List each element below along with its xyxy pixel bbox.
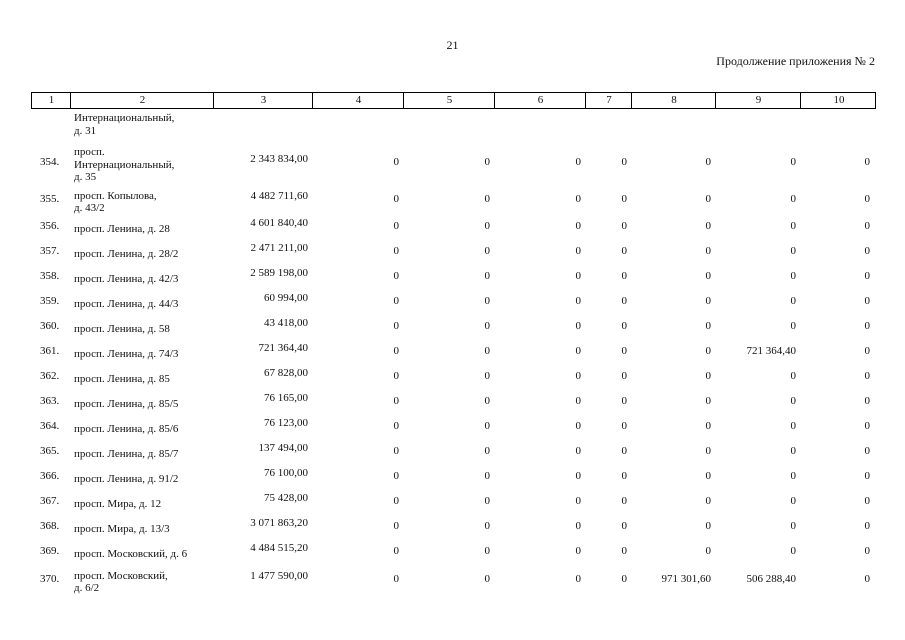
value-cell: 506 288,40 <box>746 573 796 585</box>
value-cell: 0 <box>575 420 581 432</box>
value-cell: 76 123,00 <box>264 417 308 429</box>
value-cell: 0 <box>705 245 711 257</box>
value-cell: 0 <box>393 495 399 507</box>
address-cell <box>74 523 170 536</box>
value-cell: 971 301,60 <box>661 573 711 585</box>
value-cell: 0 <box>484 370 490 382</box>
value-cell: 0 <box>575 245 581 257</box>
value-cell: 0 <box>393 320 399 332</box>
value-cell: 0 <box>393 470 399 482</box>
address-line: просп. Ленина, д. 85/5 <box>74 397 179 410</box>
address-cell <box>74 223 170 236</box>
address-line: просп. Ленина, д. 44/3 <box>74 297 179 310</box>
value-cell: 0 <box>575 445 581 457</box>
value-cell: 0 <box>484 545 490 557</box>
address-line: просп. Московский, <box>74 569 168 582</box>
value-cell: 0 <box>484 420 490 432</box>
column-header: 5 <box>446 94 453 106</box>
column-header: 4 <box>355 94 362 106</box>
value-cell: 0 <box>790 370 796 382</box>
value-cell: 0 <box>484 193 490 205</box>
address-line: д. 35 <box>74 171 97 184</box>
value-cell: 0 <box>575 370 581 382</box>
value-cell: 0 <box>393 295 399 307</box>
value-cell: 0 <box>393 245 399 257</box>
value-cell: 76 100,00 <box>264 467 308 479</box>
value-cell: 0 <box>705 445 711 457</box>
value-cell: 0 <box>393 270 399 282</box>
value-cell: 0 <box>864 495 870 507</box>
row-number: 354. <box>40 156 60 168</box>
row-number: 360. <box>40 320 60 332</box>
value-cell: 0 <box>621 395 627 407</box>
value-cell: 0 <box>790 295 796 307</box>
value-cell: 0 <box>575 156 581 168</box>
value-cell: 0 <box>393 520 399 532</box>
value-cell: 0 <box>621 295 627 307</box>
address-cell <box>74 373 170 386</box>
value-cell: 721 364,40 <box>258 342 308 354</box>
row-number: 367. <box>40 495 60 507</box>
value-cell: 0 <box>484 270 490 282</box>
value-cell: 0 <box>393 345 399 357</box>
value-cell: 0 <box>484 220 490 232</box>
address-cell <box>74 298 178 311</box>
value-cell: 2 471 211,00 <box>250 242 308 254</box>
value-cell: 0 <box>393 573 399 585</box>
row-number: 363. <box>40 395 60 407</box>
value-cell: 721 364,40 <box>746 345 796 357</box>
column-header: 7 <box>606 94 612 106</box>
value-cell: 0 <box>575 545 581 557</box>
value-cell: 76 165,00 <box>264 392 308 404</box>
value-cell: 0 <box>575 270 581 282</box>
value-cell: 0 <box>790 220 796 232</box>
value-cell: 0 <box>393 193 399 205</box>
value-cell: 60 994,00 <box>264 292 308 304</box>
address-cell <box>74 498 161 511</box>
address-cell <box>74 348 178 361</box>
value-cell: 0 <box>484 320 490 332</box>
value-cell: 0 <box>621 345 627 357</box>
address-cell <box>74 248 178 261</box>
value-cell: 0 <box>484 470 490 482</box>
value-cell: 0 <box>790 193 796 205</box>
table-header <box>31 92 876 109</box>
value-cell: 0 <box>864 345 870 357</box>
row-number: 369. <box>40 545 60 557</box>
address-cell <box>74 273 178 286</box>
row-number: 368. <box>40 520 60 532</box>
value-cell: 0 <box>705 320 711 332</box>
value-cell: 0 <box>393 220 399 232</box>
value-cell: 0 <box>621 470 627 482</box>
value-cell: 0 <box>484 573 490 585</box>
value-cell: 67 828,00 <box>264 367 308 379</box>
value-cell: 0 <box>864 245 870 257</box>
value-cell: 0 <box>393 420 399 432</box>
value-cell: 0 <box>864 220 870 232</box>
value-cell: 0 <box>705 495 711 507</box>
address-line: просп. Ленина, д. 28 <box>74 222 170 235</box>
value-cell: 0 <box>575 470 581 482</box>
address-line: Интернациональный, <box>74 158 175 171</box>
value-cell: 0 <box>484 495 490 507</box>
value-cell: 0 <box>484 245 490 257</box>
address-cell <box>74 190 157 215</box>
row-number: 362. <box>40 370 60 382</box>
address-line: д. 31 <box>74 124 97 137</box>
value-cell: 0 <box>393 545 399 557</box>
value-cell: 0 <box>621 545 627 557</box>
row-number: 366. <box>40 470 60 482</box>
value-cell: 0 <box>790 156 796 168</box>
value-cell: 0 <box>790 470 796 482</box>
value-cell: 0 <box>621 370 627 382</box>
value-cell: 0 <box>484 345 490 357</box>
address-line: д. 6/2 <box>74 582 100 594</box>
address-line: просп. Ленина, д. 91/2 <box>74 472 179 485</box>
row-number: 364. <box>40 420 60 432</box>
value-cell: 0 <box>484 445 490 457</box>
value-cell: 0 <box>705 270 711 282</box>
value-cell: 0 <box>705 420 711 432</box>
column-header: 3 <box>260 94 267 106</box>
column-header: 1 <box>48 94 55 106</box>
address-line: просп. Ленина, д. 85/7 <box>74 447 179 460</box>
value-cell: 0 <box>621 220 627 232</box>
address-cell <box>74 323 170 336</box>
address-line: просп. Ленина, д. 85/6 <box>74 422 179 435</box>
value-cell: 0 <box>575 220 581 232</box>
value-cell: 0 <box>393 395 399 407</box>
value-cell: 0 <box>705 220 711 232</box>
value-cell: 0 <box>484 295 490 307</box>
value-cell: 0 <box>705 545 711 557</box>
value-cell: 0 <box>621 420 627 432</box>
row-number: 359. <box>40 295 60 307</box>
address-cell <box>74 146 174 184</box>
value-cell: 137 494,00 <box>258 442 308 454</box>
value-cell: 43 418,00 <box>264 317 308 329</box>
value-cell: 0 <box>864 295 870 307</box>
value-cell: 4 482 711,60 <box>250 190 308 202</box>
value-cell: 0 <box>621 193 627 205</box>
value-cell: 0 <box>864 370 870 382</box>
value-cell: 0 <box>575 345 581 357</box>
value-cell: 0 <box>790 445 796 457</box>
value-cell: 0 <box>575 495 581 507</box>
value-cell: 0 <box>621 270 627 282</box>
value-cell: 0 <box>575 295 581 307</box>
value-cell: 0 <box>393 156 399 168</box>
address-cell <box>74 570 168 595</box>
column-header: 10 <box>833 94 845 106</box>
page-number: 21 <box>446 38 459 52</box>
value-cell: 0 <box>705 193 711 205</box>
value-cell: 0 <box>790 520 796 532</box>
row-number: 358. <box>40 270 60 282</box>
continued-address <box>74 112 174 137</box>
value-cell: 0 <box>790 270 796 282</box>
address-cell <box>74 398 178 411</box>
address-cell <box>74 448 178 461</box>
value-cell: 0 <box>864 545 870 557</box>
value-cell: 4 601 840,40 <box>250 217 308 229</box>
value-cell: 0 <box>705 370 711 382</box>
value-cell: 0 <box>790 395 796 407</box>
value-cell: 3 071 863,20 <box>250 517 308 529</box>
value-cell: 0 <box>621 573 627 585</box>
value-cell: 1 477 590,00 <box>250 570 308 582</box>
value-cell: 0 <box>393 445 399 457</box>
address-cell <box>74 548 187 561</box>
address-line: просп. Мира, д. 12 <box>74 497 162 510</box>
value-cell: 0 <box>864 470 870 482</box>
value-cell: 0 <box>393 370 399 382</box>
value-cell: 0 <box>864 270 870 282</box>
value-cell: 2 343 834,00 <box>250 153 308 165</box>
column-header: 6 <box>537 94 544 106</box>
address-line: просп. Московский, д. 6 <box>74 547 188 560</box>
value-cell: 0 <box>705 395 711 407</box>
row-number: 356. <box>40 220 60 232</box>
value-cell: 0 <box>575 573 581 585</box>
value-cell: 75 428,00 <box>264 492 308 504</box>
value-cell: 0 <box>790 320 796 332</box>
value-cell: 0 <box>575 193 581 205</box>
address-line: просп. Мира, д. 13/3 <box>74 522 170 535</box>
value-cell: 0 <box>705 156 711 168</box>
value-cell: 0 <box>621 495 627 507</box>
row-number: 365. <box>40 445 60 457</box>
row-number: 370. <box>40 573 60 585</box>
value-cell: 2 589 198,00 <box>250 267 308 279</box>
data-table <box>31 92 876 597</box>
value-cell: 0 <box>864 320 870 332</box>
row-number: 355. <box>40 193 60 205</box>
value-cell: 0 <box>864 520 870 532</box>
value-cell: 0 <box>621 245 627 257</box>
value-cell: 0 <box>575 520 581 532</box>
value-cell: 0 <box>621 520 627 532</box>
value-cell: 0 <box>790 420 796 432</box>
address-cell <box>74 473 178 486</box>
address-line: просп. Ленина, д. 85 <box>74 372 170 385</box>
address-line: просп. Ленина, д. 58 <box>74 322 170 335</box>
address-line: просп. Ленина, д. 42/3 <box>74 272 179 285</box>
value-cell: 4 484 515,20 <box>250 542 308 554</box>
value-cell: 0 <box>864 156 870 168</box>
value-cell: 0 <box>575 395 581 407</box>
value-cell: 0 <box>484 395 490 407</box>
value-cell: 0 <box>790 245 796 257</box>
address-line: Интернациональный, <box>74 112 175 124</box>
address-line: просп. Ленина, д. 28/2 <box>74 247 179 260</box>
value-cell: 0 <box>621 156 627 168</box>
value-cell: 0 <box>864 573 870 585</box>
value-cell: 0 <box>790 545 796 557</box>
column-header: 8 <box>671 94 677 106</box>
address-cell <box>74 423 178 436</box>
value-cell: 0 <box>705 295 711 307</box>
address-line: д. 43/2 <box>74 202 105 214</box>
appendix-heading: Продолжение приложения № 2 <box>716 54 875 68</box>
value-cell: 0 <box>484 156 490 168</box>
row-number: 357. <box>40 245 60 257</box>
value-cell: 0 <box>575 320 581 332</box>
column-header: 2 <box>139 94 146 106</box>
column-header: 9 <box>755 94 762 106</box>
value-cell: 0 <box>864 193 870 205</box>
address-line: просп. <box>74 146 105 159</box>
value-cell: 0 <box>864 420 870 432</box>
value-cell: 0 <box>705 470 711 482</box>
address-line: просп. Копылова, <box>74 189 157 202</box>
value-cell: 0 <box>621 320 627 332</box>
value-cell: 0 <box>484 520 490 532</box>
value-cell: 0 <box>705 345 711 357</box>
address-line: просп. Ленина, д. 74/3 <box>74 347 179 360</box>
value-cell: 0 <box>790 495 796 507</box>
value-cell: 0 <box>864 445 870 457</box>
value-cell: 0 <box>705 520 711 532</box>
value-cell: 0 <box>621 445 627 457</box>
row-number: 361. <box>40 345 60 357</box>
value-cell: 0 <box>864 395 870 407</box>
